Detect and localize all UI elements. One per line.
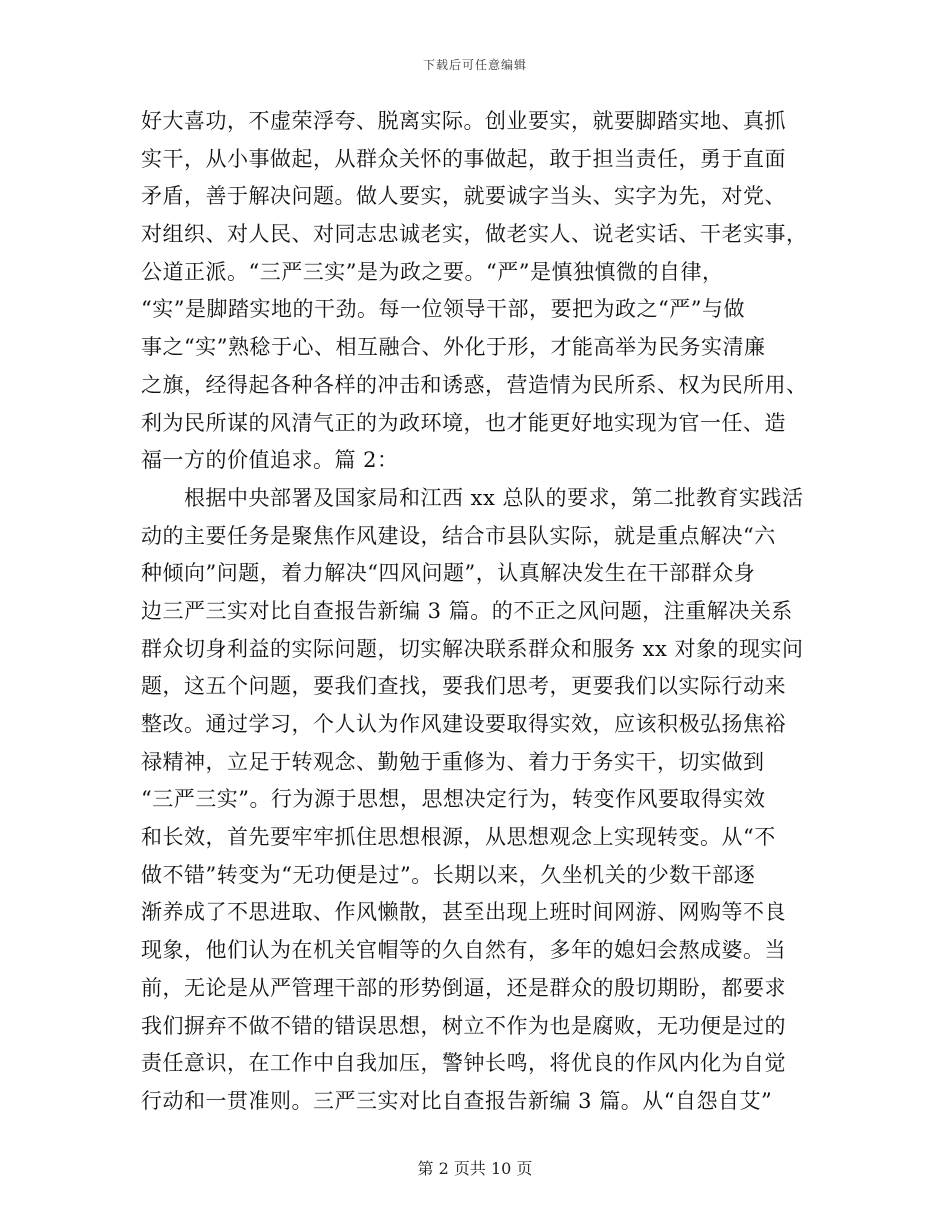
text-line: 边三严三实对比自查报告新编 3 篇。的不正之风问题，注重解决关系 bbox=[141, 598, 793, 623]
text-line: 根据中央部署及国家局和江西 xx 总队的要求，第二批教育实践活 bbox=[141, 485, 804, 510]
text-line: 行动和一贯准则。三严三实对比自查报告新编 3 篇。从“自怨自艾” bbox=[141, 1088, 773, 1113]
text-line: 现象，他们认为在机关官帽等的久自然有，多年的媳妇会熬成婆。当 bbox=[141, 938, 786, 963]
text-line: 责任意识，在工作中自我加压，警钟长鸣，将优良的作风内化为自觉 bbox=[141, 1051, 786, 1076]
page-header: 下载后可任意编辑 bbox=[422, 58, 527, 72]
text-line: 渐养成了不思进取、作风懒散，甚至出现上班时间网游、网购等不良 bbox=[141, 900, 786, 925]
text-line: 实干，从小事做起，从群众关怀的事做起，敢于担当责任，勇于直面 bbox=[141, 146, 786, 171]
text-line: 群众切身利益的实际问题，切实解决联系群众和服务 xx 对象的现实问 bbox=[141, 636, 804, 661]
text-line: 福一方的价值追求。篇 2： bbox=[141, 448, 399, 473]
text-line: 好大喜功，不虚荣浮夸、脱离实际。创业要实，就要脚踏实地、真抓 bbox=[141, 109, 786, 133]
body-text bbox=[141, 103, 811, 1121]
text-line: “三严三实”。行为源于思想，思想决定行为，转变作风要取得实效 bbox=[141, 787, 766, 812]
text-line: 整改。通过学习，个人认为作风建设要取得实效，应该积极弘扬焦裕 bbox=[141, 712, 786, 736]
page-footer: 第 2 页共 10 页 bbox=[417, 1159, 533, 1178]
text-line: 和长效，首先要牢牢抓住思想根源，从思想观念上实现转变。从“不 bbox=[141, 825, 776, 850]
text-line: 禄精神，立足于转观念、勤勉于重修为、着力于务实干，切实做到 bbox=[141, 749, 765, 774]
text-line: 题，这五个问题，要我们查找，要我们思考，更要我们以实际行动来 bbox=[141, 674, 786, 699]
text-line: 事之“实”熟稔于心、相互融合、外化于形，才能高举为民务实清廉 bbox=[141, 335, 766, 360]
text-line: 动的主要任务是聚焦作风建设，结合市县队实际，就是重点解决“六 bbox=[141, 523, 776, 548]
text-line: 利为民所谋的风清气正的为政环境，也才能更好地实现为官一任、造 bbox=[141, 410, 786, 435]
text-line: 种倾向”问题，着力解决“四风问题”，认真解决发生在干部群众身 bbox=[141, 561, 756, 586]
text-line: 前，无论是从严管理干部的形势倒逼，还是群众的殷切期盼，都要求 bbox=[141, 975, 786, 1000]
text-line: 矛盾，善于解决问题。做人要实，就要诚字当头、实字为先，对党、 bbox=[141, 184, 786, 209]
text-line: 我们摒弃不做不错的错误思想，树立不作为也是腐败，无功便是过的 bbox=[141, 1013, 786, 1038]
text-line: “实”是脚踏实地的干劲。每一位领导干部，要把为政之“严”与做 bbox=[141, 297, 745, 322]
text-line: 公道正派。“三严三实”是为政之要。“严”是慎独慎微的自律， bbox=[141, 259, 724, 284]
text-line: 之旗，经得起各种各样的冲击和诱惑，营造情为民所系、权为民所用、 bbox=[141, 372, 808, 397]
text-line: 对组织、对人民、对同志忠诚老实，做老实人、说老实话、干老实事， bbox=[141, 222, 808, 247]
text-line: 做不错”转变为“无功便是过”。长期以来，久坐机关的少数干部逐 bbox=[141, 862, 756, 887]
